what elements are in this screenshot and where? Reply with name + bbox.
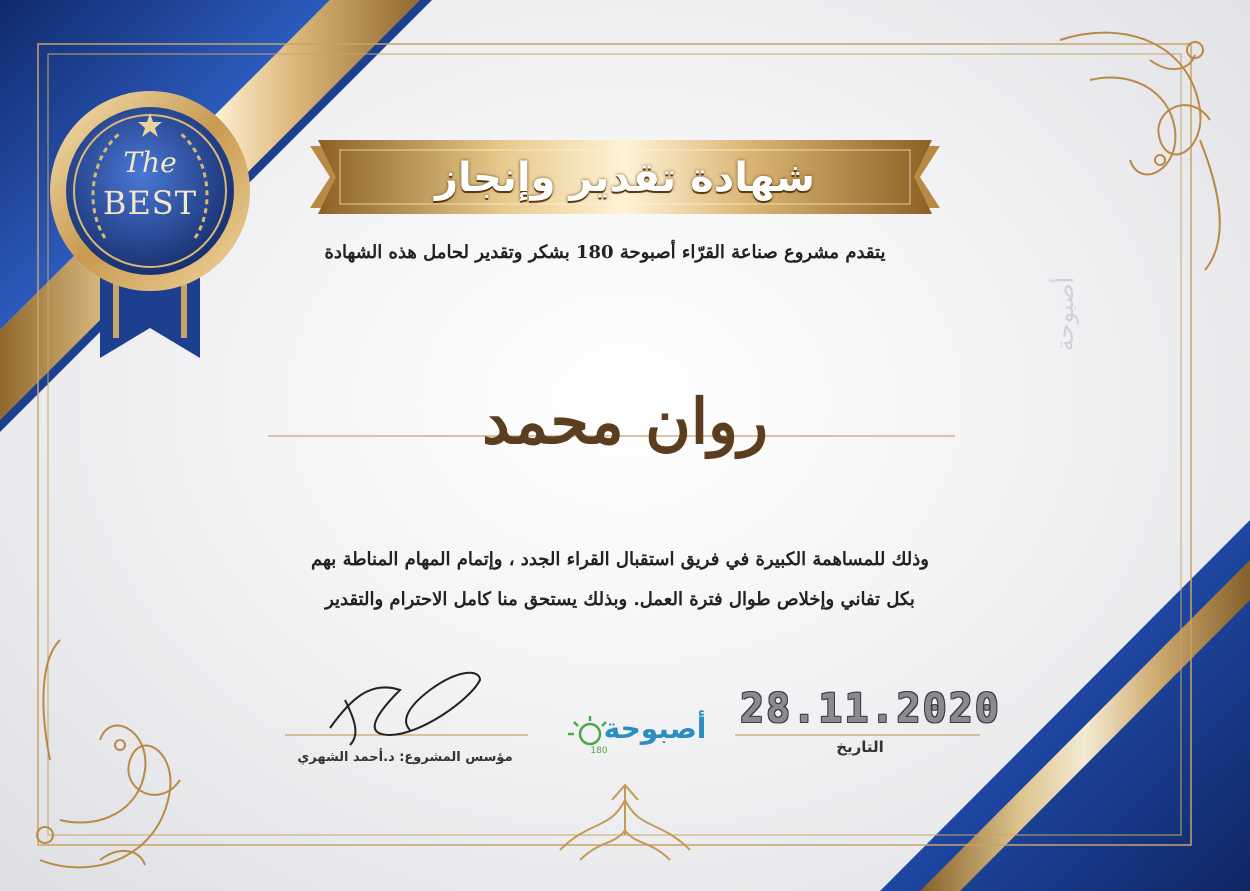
badge-line-best: BEST (102, 184, 198, 222)
founder-signature (330, 673, 480, 745)
body-line: بكل تفاني وإخلاص طوال فترة العمل. وبذلك يستحق منا كامل الاحترام والتقدير (325, 589, 915, 610)
watermark-logo: أصبوحة (1051, 276, 1079, 352)
date-label: التاريخ (836, 738, 884, 756)
filigree-top-right (1060, 33, 1220, 270)
body-text (240, 540, 1000, 620)
the-best-badge (45, 88, 255, 360)
founder-label: مؤسس المشروع: د.أحمد الشهري (297, 750, 513, 765)
date-value: 28.11.2020 (740, 686, 1001, 732)
bottom-center-ornament (560, 785, 690, 860)
body-line: وذلك للمساهمة الكبيرة في فريق استقبال القراء الجدد ، وإتمام المهام المناطة بهم (311, 549, 929, 570)
certificate-title: شهادة تقدير وإنجاز (434, 155, 816, 201)
recipient-name: روان محمد (482, 385, 768, 458)
logo-number: 180 (590, 746, 608, 756)
intro-text: يتقدم مشروع صناعة القرّاء أصبوحة 180 بشكر وتقدير لحامل هذه الشهادة (324, 242, 886, 263)
filigree-bottom-left (37, 640, 180, 867)
badge-line-the: The (123, 146, 177, 179)
logo-name: أصبوحة (603, 712, 707, 745)
